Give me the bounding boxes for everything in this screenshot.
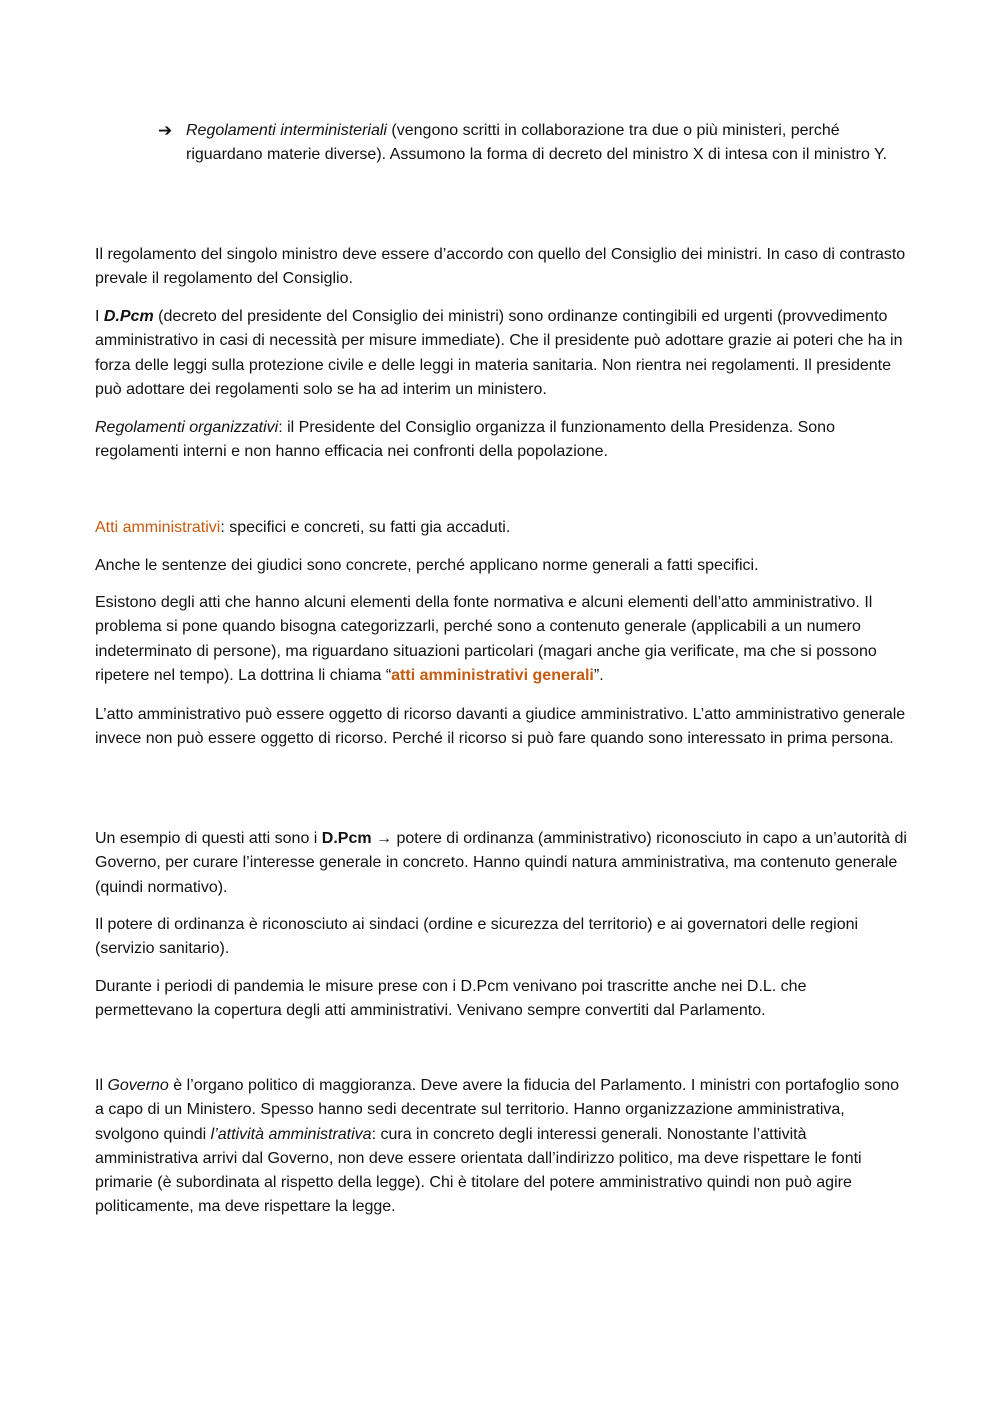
paragraph-dpcm [95, 305, 907, 402]
governo-mid: è l’organo politico di maggioranza. Deve avere la fiducia del Parlamento. I ministri con portafoglio sono a capo di un Ministero. Spesso hanno sedi decentrate sul territorio. Hanno organizzazione amministrativa, svolgono quindi [95, 1077, 899, 1143]
paragraph-atti-generali [95, 591, 907, 688]
paragraph-pandemia: Durante i periodi di pandemia le misure prese con i D.Pcm venivano poi trascritte anche nei D.L. che permettevano la copertura degli atti amministrativi. Venivano sempre convertiti dal Parlamento. [95, 978, 807, 1020]
atti-generali-lead: Esistono degli atti che hanno alcuni elementi della fonte normativa e alcuni elementi dell’atto amministrativo. Il problema si pone quando bisogna categorizzarli, perché sono a contenuto generale (applicabili a un numero indeterminato di persone), ma riguardano situazioni particolari (magari anche gia verificate, ma che si possono ripetere nel tempo). La dottrina li chiama “ [95, 594, 877, 684]
paragraph-potere-ordinanza: Il potere di ordinanza è riconosciuto ai sindaci (ordine e sicurezza del territorio) e ai governatori delle regioni (servizio sanitario). [95, 916, 859, 958]
paragraph-regolamento-ministro: Il regolamento del singolo ministro deve essere d’accordo con quello del Consiglio dei ministri. In caso di contrasto prevale il regolamento del Consiglio. [95, 246, 906, 288]
paragraph-governo [95, 1074, 907, 1220]
atti-generali-term: atti amministrativi generali [391, 666, 594, 684]
paragraph-esempio-dpcm [95, 827, 907, 900]
bullet-body: (vengono scritti in collaborazione tra due o più ministeri, perché riguardano materie diverse). Assumono la forma di decreto del ministro X di intesa con il ministro Y. [186, 122, 888, 164]
esempio-body: potere di ordinanza (amministrativo) riconosciuto in capo a un’autorità di Governo, per curare l’interesse generale in concreto. Hanno quindi natura amministrativa, ma contenuto generale (quindi normativo). [95, 830, 907, 896]
paragraph-atti-amministrativi [95, 516, 907, 540]
esempio-lead: Un esempio di questi atti sono i [95, 830, 322, 847]
attivita-amministrativa-term: l’attività amministrativa [210, 1125, 372, 1143]
atti-amministrativi-body: : specifici e concreti, su fatti gia accaduti. [220, 519, 511, 536]
esempio-arrow: → [371, 830, 397, 847]
governo-term: Governo [107, 1077, 169, 1094]
bullet-term: Regolamenti interministeriali [186, 122, 387, 139]
bullet-text [186, 119, 908, 168]
right-arrow-icon: ➔ [158, 121, 173, 140]
regolamenti-organizzativi-body: : il Presidente del Consiglio organizza il funzionamento della Presidenza. Sono regolamenti interni e non hanno efficacia nei confronti della popolazione. [95, 419, 835, 461]
atti-amministrativi-term: Atti amministrativi [95, 519, 221, 536]
dpcm-lead: I [95, 308, 104, 325]
paragraph-ricorso: L’atto amministrativo può essere oggetto di ricorso davanti a giudice amministrativo. L’atto amministrativo generale invece non può essere oggetto di ricorso. Perché il ricorso si può fare quando sono interessato in prima persona. [95, 706, 906, 748]
paragraph-regolamenti-organizzativi [95, 416, 907, 465]
regolamenti-organizzativi-term: Regolamenti organizzativi [95, 419, 279, 436]
dpcm-term: D.Pcm [103, 308, 154, 325]
paragraph-sentenze: Anche le sentenze dei giudici sono concrete, perché applicano norme generali a fatti specifici. [95, 557, 759, 574]
atti-generali-tail: ”. [593, 666, 604, 684]
esempio-dpcm-term: D.Pcm [321, 830, 372, 847]
dpcm-body: (decreto del presidente del Consiglio dei ministri) sono ordinanze contingibili ed urgenti (provvedimento amministrativo in casi di necessità per misure immediate). Che il presidente può adottare grazie ai poteri che ha in forza delle leggi sulla protezione civile e delle leggi in materia sanitaria. Non rientra nei regolamenti. Il presidente può adottare dei regolamenti solo se ha ad interim un ministero. [95, 308, 903, 398]
governo-tail: : cura in concreto degli interessi generali. Nonostante l’attività amministrativa arrivi dal Governo, non deve essere orientata dall’indirizzo politico, ma deve rispettare le fonti primarie (è subordinata al rispetto della legge). Chi è titolare del potere amministrativo quindi non può agire politicamente, ma deve rispettare la legge. [95, 1125, 862, 1216]
governo-lead: Il [95, 1077, 108, 1094]
